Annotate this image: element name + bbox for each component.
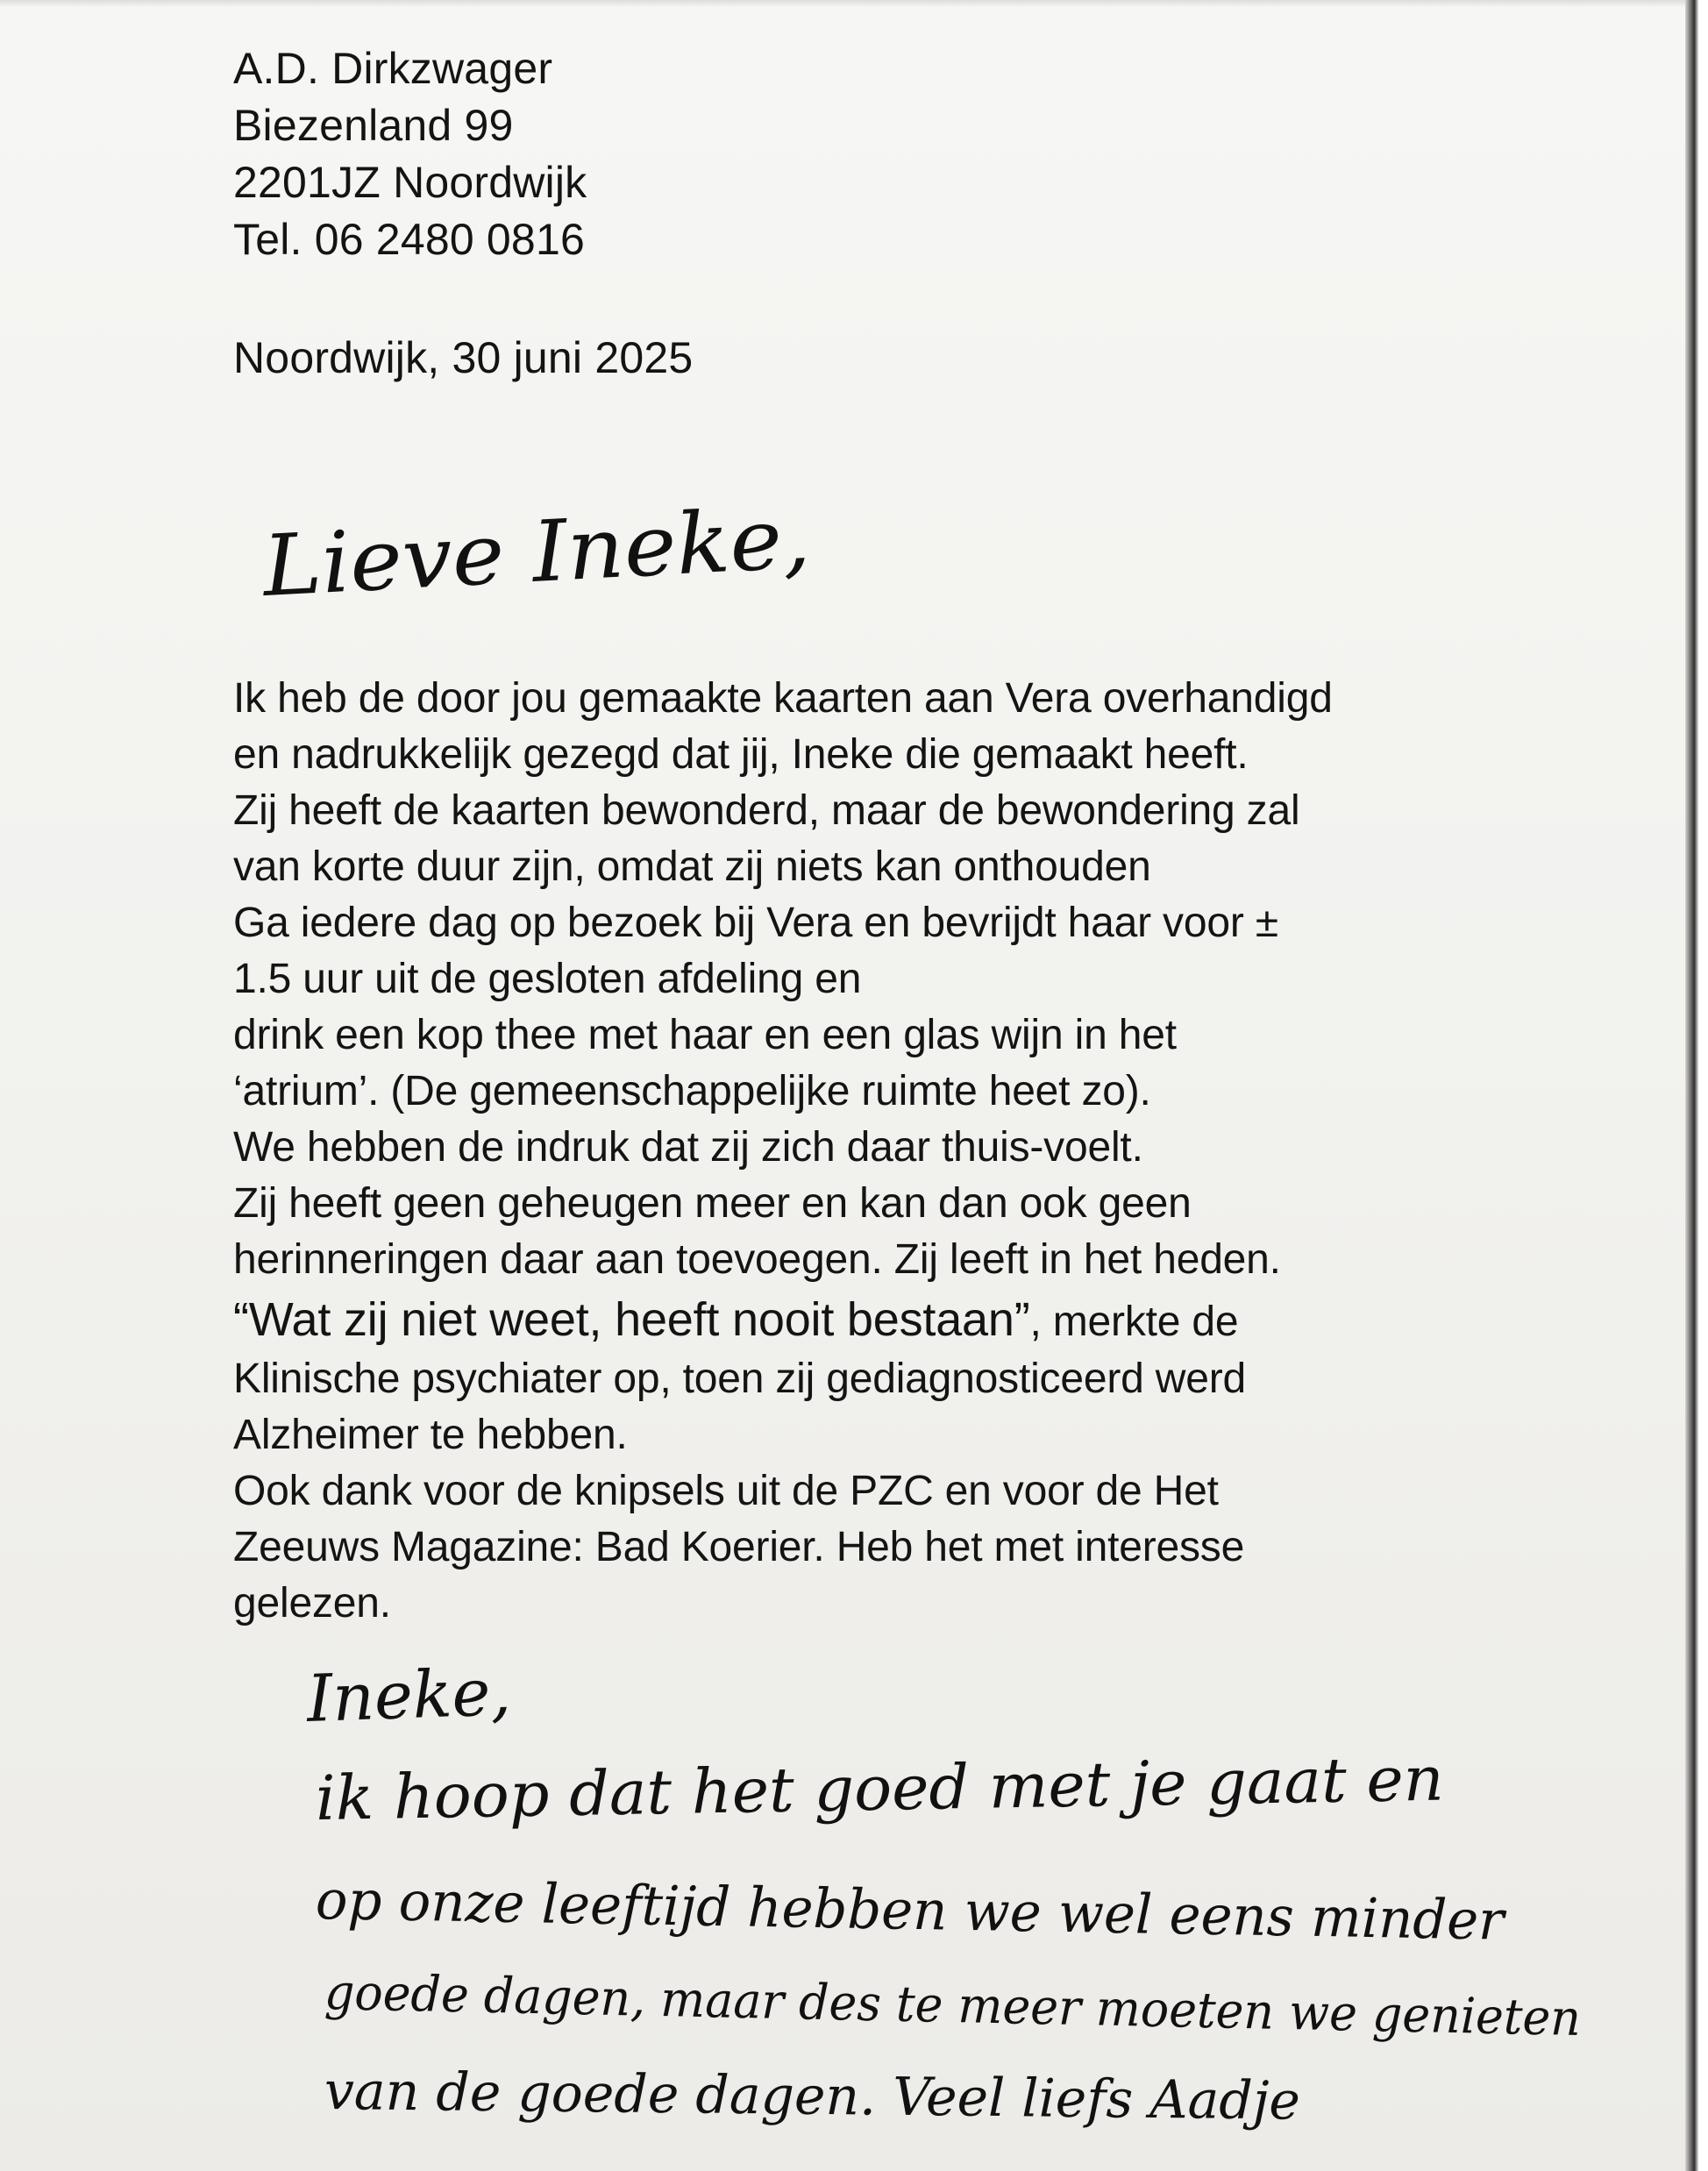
handwritten-line: ik hoop dat het goed met je gaat en xyxy=(315,1742,1445,1834)
quote-text: “Wat zij niet weet, heeft nooit bestaan” xyxy=(233,1293,1030,1346)
body-line: ‘atrium’. (De gemeenschappelijke ruimte heet zo). xyxy=(233,1068,1151,1114)
body-line: We hebben de indruk dat zij zich daar thuis-voelt. xyxy=(233,1124,1143,1171)
body-line: 1.5 uur uit de gesloten afdeling en xyxy=(233,956,862,1002)
quote-line xyxy=(233,1294,1238,1348)
body-line: van korte duur zijn, omdat zij niets kan onthouden xyxy=(233,843,1151,890)
body-line: Zij heeft geen geheugen meer en kan dan ook geen xyxy=(233,1180,1192,1227)
body-line: Alzheimer te hebben. xyxy=(233,1412,628,1458)
handwritten-line: van de goede dagen. Veel liefs Aadje xyxy=(324,2061,1301,2132)
sender-name: A.D. Dirkzwager xyxy=(233,44,553,93)
body-line: herinneringen daar aan toevoegen. Zij leeft in het heden. xyxy=(233,1236,1281,1283)
handwritten-line: op onze leeftijd hebben we wel eens minder xyxy=(315,1868,1505,1953)
date-line: Noordwijk, 30 juni 2025 xyxy=(233,333,694,382)
body-line: Ik heb de door jou gemaakte kaarten aan Vera overhandigd xyxy=(233,675,1333,722)
paper-top-shadow xyxy=(0,0,1685,7)
sender-phone: Tel. 06 2480 0816 xyxy=(233,215,585,264)
sender-postal-city: 2201JZ Noordwijk xyxy=(233,158,587,207)
handwritten-line: goede dagen, maar des te meer moeten we genieten xyxy=(324,1964,1582,2048)
body-line: Ook dank voor de knipsels uit de PZC en voor de Het xyxy=(233,1468,1219,1514)
handwritten-salutation: Lieve Ineke, xyxy=(260,488,813,616)
body-line: en nadrukkelijk gezegd dat jij, Ineke die gemaakt heeft. xyxy=(233,731,1249,778)
paper-right-edge xyxy=(1685,0,1708,2171)
handwritten-line: Ineke, xyxy=(305,1654,513,1737)
quote-rest: , merkte de xyxy=(1029,1299,1239,1345)
body-line: Klinische psychiater op, toen zij gediagnosticeerd werd xyxy=(233,1356,1246,1402)
body-line: gelezen. xyxy=(233,1580,391,1626)
body-line: Zeeuws Magazine: Bad Koerier. Heb het met interesse xyxy=(233,1524,1245,1570)
sender-street: Biezenland 99 xyxy=(233,101,514,150)
body-line: Zij heeft de kaarten bewonderd, maar de bewondering zal xyxy=(233,787,1300,834)
body-line: drink een kop thee met haar en een glas wijn in het xyxy=(233,1012,1177,1058)
body-line: Ga iedere dag op bezoek bij Vera en bevrijdt haar voor ± xyxy=(233,900,1278,946)
